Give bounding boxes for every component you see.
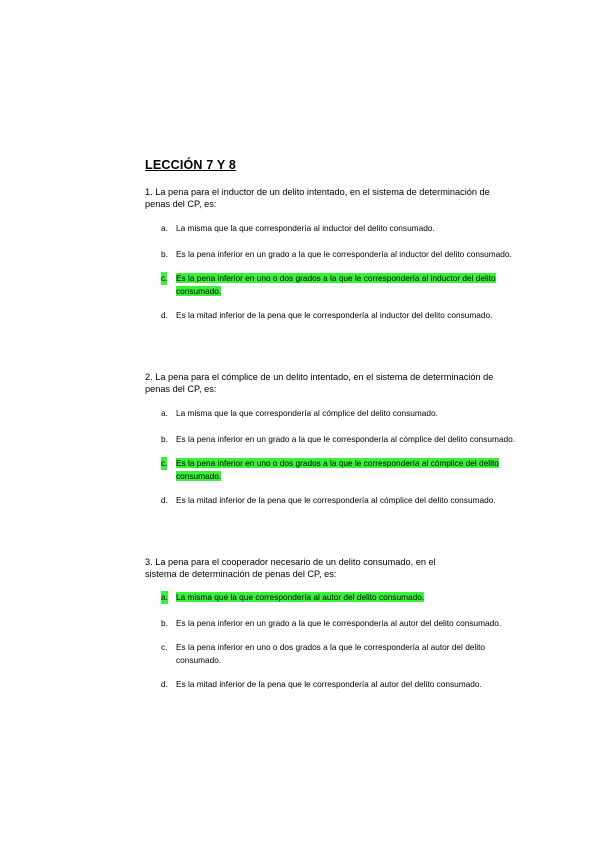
option-text: Es la pena inferior en uno o dos grados a la que le correspondería al autor del delito consumado. [176, 642, 486, 665]
option-letter: c. [161, 458, 168, 468]
option-c [145, 641, 521, 666]
option-text: La misma que la que correspondería al autor del delito consumado. [176, 592, 425, 602]
option-letter: d. [161, 310, 168, 320]
option-a [145, 407, 525, 420]
option-text: La misma que la que correspondería al inductor del delito consumado. [176, 223, 435, 233]
option-c-correct [145, 457, 521, 482]
question-text: 1. La pena para el inductor de un delito intentado, en el sistema de determinación de penas del CP, es: [145, 187, 490, 209]
answer-options [145, 222, 525, 322]
option-text: Es la mitad inferior de la pena que le correspondería al inductor del delito consumado. [176, 310, 493, 320]
question-text: 2. La pena para el cómplice de un delito intentado, en el sistema de determinación de penas del CP, es: [145, 372, 494, 394]
option-b [145, 248, 516, 261]
option-letter: a. [161, 592, 168, 602]
option-b [145, 433, 516, 446]
option-text: Es la mitad inferior de la pena que le correspondería al autor del delito consumado. [176, 679, 482, 689]
option-letter: a. [161, 408, 168, 418]
option-text: Es la pena inferior en un grado a la que le correspondería al autor del delito consumado. [176, 617, 502, 628]
option-text: Es la pena inferior en un grado a la que le correspondería al inductor del delito consumado. [176, 248, 512, 259]
option-letter: c. [161, 642, 168, 652]
option-b [145, 617, 506, 630]
option-text: Es la pena inferior en uno o dos grados a la que le correspondería al inductor del delito consumado. [176, 273, 496, 296]
option-letter: d. [161, 495, 168, 505]
option-text: Es la mitad inferior de la pena que le correspondería al cómplice del delito consumado. [176, 495, 496, 505]
page-title: LECCIÓN 7 Y 8 [145, 158, 237, 172]
option-letter: b. [161, 248, 168, 259]
option-text: La misma que la que correspondería al cómplice del delito consumado. [176, 408, 438, 418]
option-letter: a. [161, 223, 168, 233]
option-text: Es la pena inferior en un grado a la que le correspondería al cómplice del delito consumado. [176, 433, 515, 444]
option-letter: b. [161, 617, 168, 628]
option-letter: b. [161, 433, 168, 444]
question-3 [145, 556, 525, 691]
option-a-correct [145, 591, 525, 604]
option-d [145, 678, 526, 691]
question-1 [145, 186, 525, 322]
question-text: 3. La pena para el cooperador necesario de un delito consumado, en el sistema de determinación de penas del CP, es: [145, 557, 436, 579]
answer-options [145, 591, 525, 691]
option-d [145, 309, 506, 322]
option-letter: d. [161, 679, 168, 689]
option-a [145, 222, 525, 235]
option-c-correct [145, 272, 516, 297]
question-2 [145, 371, 525, 507]
answer-options [145, 407, 525, 507]
option-text: Es la pena inferior en uno o dos grados a la que le correspondería al cómplice del delito consumado. [176, 458, 499, 481]
option-letter: c. [161, 273, 168, 283]
option-d [145, 494, 506, 507]
